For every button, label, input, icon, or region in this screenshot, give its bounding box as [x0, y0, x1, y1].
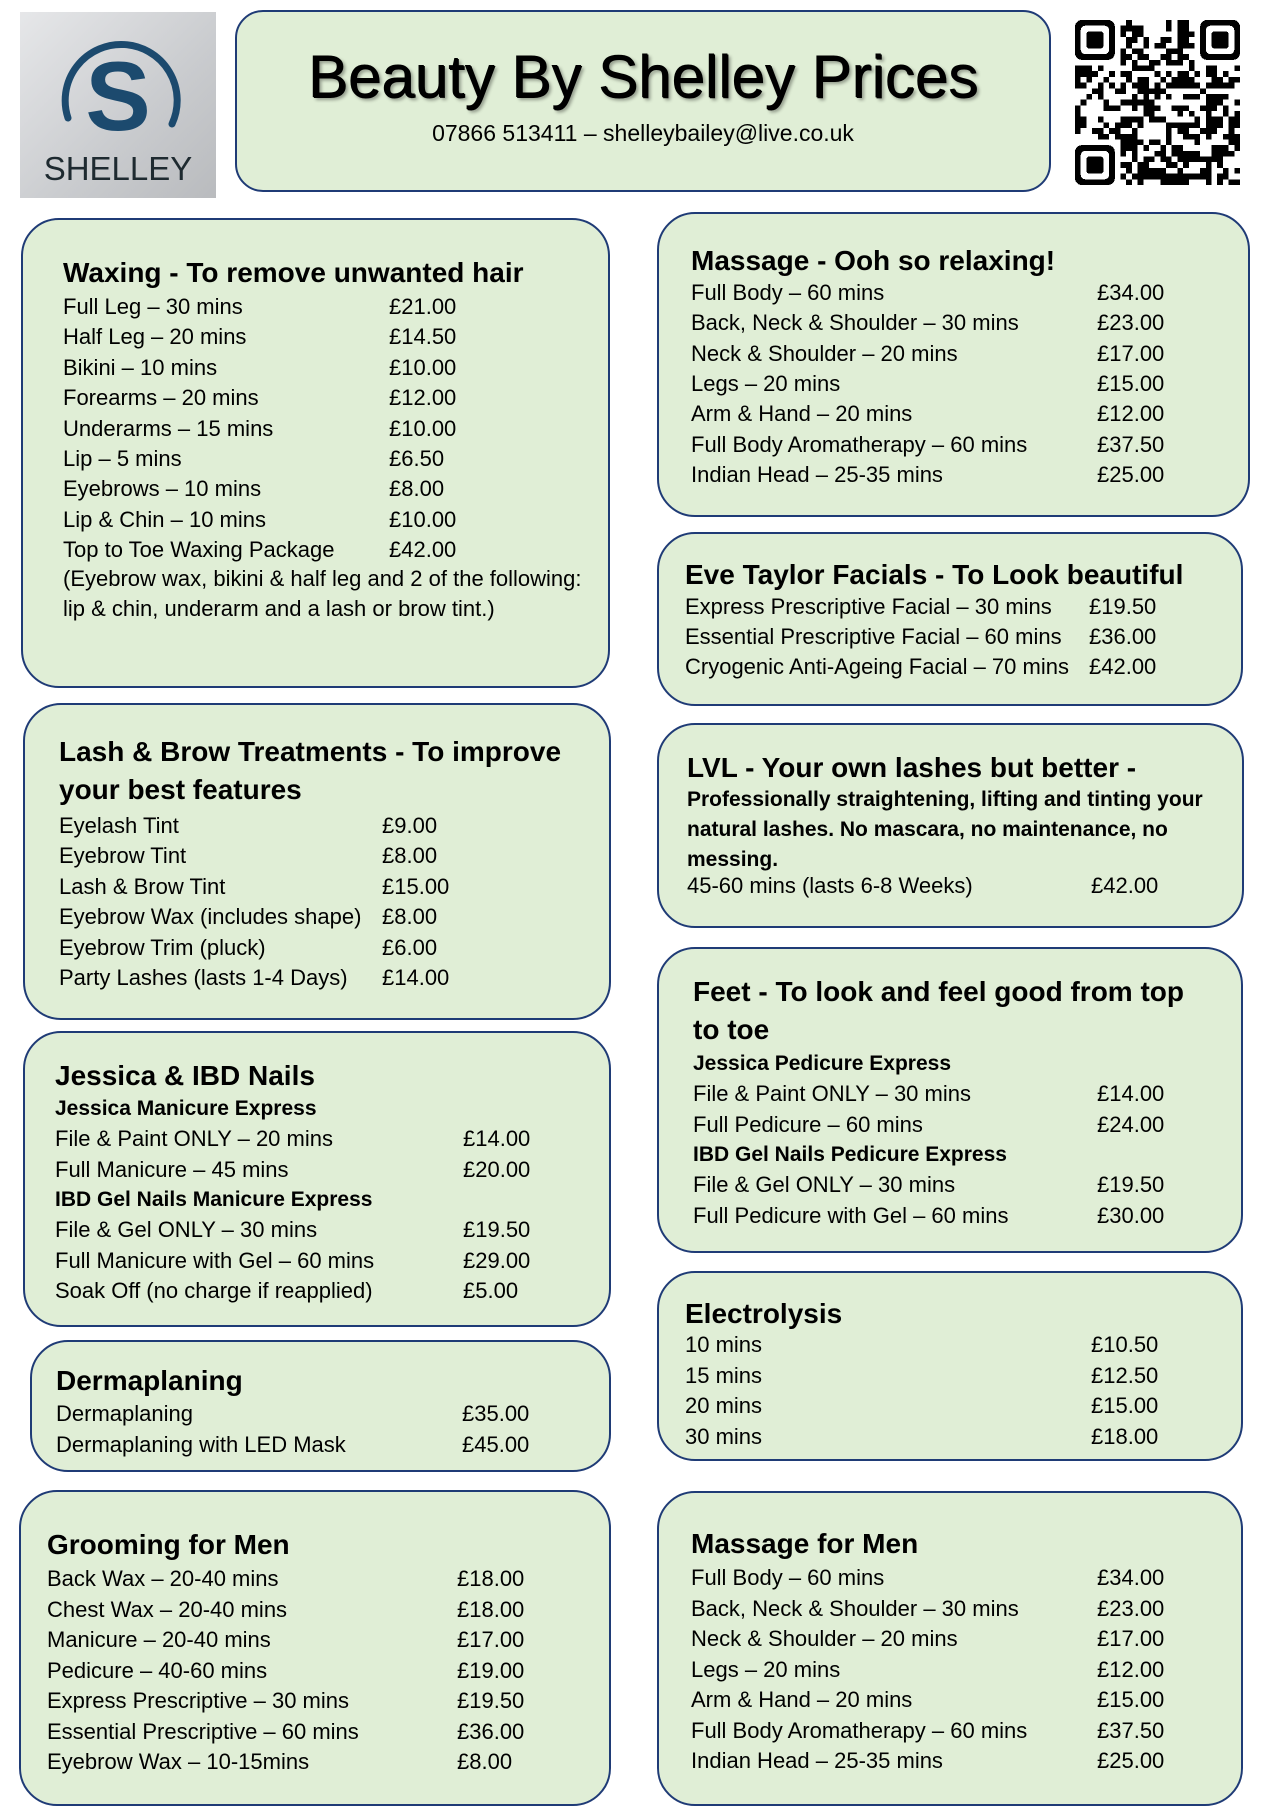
price-row-price: £14.50 [389, 324, 457, 350]
lvl-section [657, 723, 1244, 928]
nails-section [23, 1031, 611, 1327]
lash-brow-section [23, 703, 611, 1020]
price-row-name: Eyebrow Wax – 10-15mins [47, 1749, 310, 1774]
price-row-name: Legs – 20 mins [691, 370, 841, 396]
price-row-price: £10.00 [389, 506, 457, 532]
price-row-name: Dermaplaning with LED Mask [56, 1431, 346, 1457]
price-row-name: Arm & Hand – 20 mins [691, 401, 913, 427]
facials-heading: Eve Taylor Facials - To Look beautiful [685, 559, 1184, 590]
price-row-name: Full Manicure – 45 mins [55, 1156, 289, 1182]
price-row-price: £37.50 [1097, 1717, 1165, 1743]
price-row-name: Cryogenic Anti-Ageing Facial – 70 mins [685, 654, 1069, 679]
feet-subheading-jessica: Jessica Pedicure Express [693, 1052, 952, 1075]
waxing-heading: Waxing - To remove unwanted hair [63, 257, 524, 288]
price-row-name: Manicure – 20-40 mins [47, 1627, 271, 1652]
price-row-price: £8.00 [382, 843, 438, 869]
price-row-price: £24.00 [1097, 1111, 1165, 1137]
price-row-price: £10.00 [389, 354, 457, 380]
price-row-name: Full Body Aromatherapy – 60 mins [691, 1717, 1028, 1743]
price-row-name: Back, Neck & Shoulder – 30 mins [691, 310, 1019, 336]
price-row-price: £18.00 [457, 1596, 525, 1622]
price-row-name: Half Leg – 20 mins [63, 324, 247, 350]
price-row-price: £25.00 [1097, 1748, 1165, 1773]
price-row-name: Full Body – 60 mins [691, 280, 885, 305]
price-row-name: Back, Neck & Shoulder – 30 mins [691, 1595, 1019, 1621]
price-row-name: Full Body Aromatherapy – 60 mins [691, 431, 1028, 457]
price-row-price: £12.00 [1097, 1656, 1165, 1682]
price-row-price: £8.00 [389, 476, 445, 502]
price-row-name: Neck & Shoulder – 20 mins [691, 1626, 958, 1651]
price-row-price: £10.00 [389, 415, 457, 441]
price-row-name: 15 mins [685, 1362, 763, 1388]
price-row-price: £23.00 [1097, 1595, 1165, 1621]
logo-letter: S [85, 41, 151, 151]
price-row-name: 10 mins [685, 1332, 763, 1357]
price-row-name: Lip – 5 mins [63, 446, 182, 471]
price-row-price: £14.00 [382, 965, 450, 990]
price-row-price: £12.00 [1097, 401, 1165, 427]
price-row-price: £42.00 [1091, 873, 1159, 898]
shelley-logo [20, 12, 216, 198]
price-row-price: £14.00 [1097, 1081, 1165, 1106]
price-row-price: £42.00 [389, 537, 457, 563]
price-row-name: File & Gel ONLY – 30 mins [693, 1172, 956, 1197]
page-title: Beauty By Shelley Prices [307, 43, 979, 110]
massage-section [657, 212, 1250, 517]
price-row-name: File & Paint ONLY – 30 mins [693, 1081, 971, 1106]
price-row-price: £19.50 [463, 1217, 531, 1242]
price-row-price: £8.00 [382, 904, 438, 930]
price-row-price: £9.00 [382, 813, 438, 838]
nails-heading: Jessica & IBD Nails [55, 1060, 315, 1091]
price-row-price: £29.00 [463, 1247, 531, 1273]
price-row-price: £19.00 [457, 1657, 525, 1683]
price-row-name: File & Gel ONLY – 30 mins [55, 1217, 318, 1242]
price-row-price: £35.00 [462, 1401, 530, 1426]
price-row-price: £15.00 [1097, 370, 1165, 396]
price-row-name: Dermaplaning [56, 1401, 193, 1426]
price-row-name: Chest Wax – 20-40 mins [47, 1596, 288, 1622]
price-row-name: Forearms – 20 mins [63, 385, 259, 411]
price-row-name: Neck & Shoulder – 20 mins [691, 340, 958, 366]
price-row-price: £21.00 [389, 294, 457, 319]
price-row-price: £18.00 [457, 1566, 525, 1591]
price-row-price: £10.50 [1091, 1332, 1159, 1357]
lash-heading-line2: your best features [59, 774, 302, 805]
price-row-price: £45.00 [462, 1431, 530, 1457]
price-row-price: £8.00 [457, 1749, 513, 1774]
header-banner [235, 10, 1051, 192]
price-row-price: £34.00 [1097, 1565, 1165, 1590]
men-massage-heading: Massage for Men [691, 1528, 919, 1559]
price-row-name: Eyebrow Wax (includes shape) [59, 904, 362, 930]
lvl-heading: LVL - Your own lashes but better - [687, 752, 1137, 783]
price-row-name: Legs – 20 mins [691, 1656, 841, 1682]
price-row-price: £37.50 [1097, 431, 1165, 457]
dermaplaning-section [30, 1340, 611, 1472]
electrolysis-section [657, 1271, 1243, 1461]
price-row-name: Eyebrow Tint [59, 843, 187, 869]
price-row-name: Arm & Hand – 20 mins [691, 1687, 913, 1712]
price-row-price: £36.00 [1089, 624, 1157, 649]
dermaplaning-heading: Dermaplaning [56, 1365, 243, 1396]
lash-heading-line1: Lash & Brow Treatments - To improve [59, 736, 562, 767]
feet-section [657, 947, 1243, 1253]
price-row-price: £17.00 [1097, 1626, 1165, 1651]
price-row-name: Eyebrows – 10 mins [63, 476, 262, 502]
price-row-name: Bikini – 10 mins [63, 354, 218, 380]
price-row-price: £6.50 [389, 446, 445, 471]
price-row-price: £5.00 [463, 1278, 519, 1303]
price-row-price: £12.50 [1091, 1362, 1159, 1388]
logo-text: SHELLEY [43, 150, 193, 187]
electrolysis-heading: Electrolysis [685, 1298, 843, 1329]
nails-subheading-ibd: IBD Gel Nails Manicure Express [55, 1188, 373, 1211]
price-row-name: Express Prescriptive Facial – 30 mins [685, 594, 1052, 619]
price-row-price: £30.00 [1097, 1202, 1165, 1228]
feet-heading-line1: Feet - To look and feel good from top [693, 976, 1185, 1007]
price-row-name: 30 mins [685, 1423, 763, 1449]
men-massage-section [657, 1491, 1243, 1806]
qr-code-icon[interactable] [1075, 20, 1240, 185]
waxing-section [21, 218, 610, 688]
price-row-name: Full Pedicure with Gel – 60 mins [693, 1202, 1009, 1228]
price-row-price: £18.00 [1091, 1423, 1159, 1449]
price-row-name: Indian Head – 25-35 mins [691, 461, 943, 487]
price-row-price: £15.00 [1091, 1393, 1159, 1418]
price-row-name: Essential Prescriptive Facial – 60 mins [685, 624, 1062, 649]
feet-heading-line2: to toe [693, 1014, 770, 1045]
price-row-name: 20 mins [685, 1393, 763, 1418]
price-row-name: Full Pedicure – 60 mins [693, 1111, 923, 1137]
price-row-price: £19.50 [457, 1688, 525, 1713]
feet-subheading-ibd: IBD Gel Nails Pedicure Express [693, 1143, 1007, 1166]
contact-info: 07866 513411 – shelleybailey@live.co.uk [432, 120, 854, 146]
price-row-name: Party Lashes (lasts 1-4 Days) [59, 965, 348, 990]
price-row-name: Soak Off (no charge if reapplied) [55, 1278, 373, 1303]
price-row-name: Back Wax – 20-40 mins [47, 1566, 279, 1591]
price-row-name: Eyelash Tint [59, 813, 179, 838]
price-row-name: Pedicure – 40-60 mins [47, 1657, 268, 1683]
price-row-name: Full Leg – 30 mins [63, 294, 243, 319]
price-row-price: £19.50 [1089, 594, 1157, 619]
price-row-name: Full Manicure with Gel – 60 mins [55, 1247, 375, 1273]
price-row-name: File & Paint ONLY – 20 mins [55, 1126, 333, 1151]
price-row-price: £6.00 [382, 934, 438, 960]
price-row-price: £15.00 [1097, 1687, 1165, 1712]
price-row-price: £42.00 [1089, 654, 1157, 679]
price-row-price: £12.00 [389, 385, 457, 411]
price-row-price: £17.00 [1097, 340, 1165, 366]
price-row-price: £23.00 [1097, 310, 1165, 336]
price-row-price: £17.00 [457, 1627, 525, 1652]
price-row-price: £36.00 [457, 1718, 525, 1744]
price-row-name: Underarms – 15 mins [63, 415, 274, 441]
price-row-name: Full Body – 60 mins [691, 1565, 885, 1590]
men-grooming-section [19, 1490, 611, 1806]
price-row-price: £14.00 [463, 1126, 531, 1151]
waxing-package-note: (Eyebrow wax, bikini & half leg and 2 of the following: lip & chin, underarm and a lash or brow tint.) [63, 566, 582, 621]
massage-heading: Massage - Ooh so relaxing! [691, 245, 1056, 276]
price-row-price: £34.00 [1097, 280, 1165, 305]
price-row-name: Essential Prescriptive – 60 mins [47, 1718, 359, 1744]
price-row-name: Indian Head – 25-35 mins [691, 1748, 943, 1773]
lvl-description: Professionally straightening, lifting and tinting your natural lashes. No mascara, no maintenance, no messing. [687, 788, 1203, 871]
price-row-price: £25.00 [1097, 461, 1165, 487]
nails-subheading-jessica: Jessica Manicure Express [55, 1097, 317, 1120]
price-row-name: Lip & Chin – 10 mins [63, 506, 266, 532]
price-row-name: Eyebrow Trim (pluck) [59, 934, 266, 960]
price-row-name: Top to Toe Waxing Package [63, 537, 335, 563]
price-row-name: Express Prescriptive – 30 mins [47, 1688, 349, 1713]
men-grooming-heading: Grooming for Men [47, 1529, 290, 1560]
price-row-price: £15.00 [382, 873, 450, 899]
facials-section [657, 532, 1243, 706]
price-row-price: £20.00 [463, 1156, 531, 1182]
price-row-price: £19.50 [1097, 1172, 1165, 1197]
price-row-name: 45-60 mins (lasts 6-8 Weeks) [687, 873, 973, 898]
price-row-name: Lash & Brow Tint [59, 873, 226, 899]
